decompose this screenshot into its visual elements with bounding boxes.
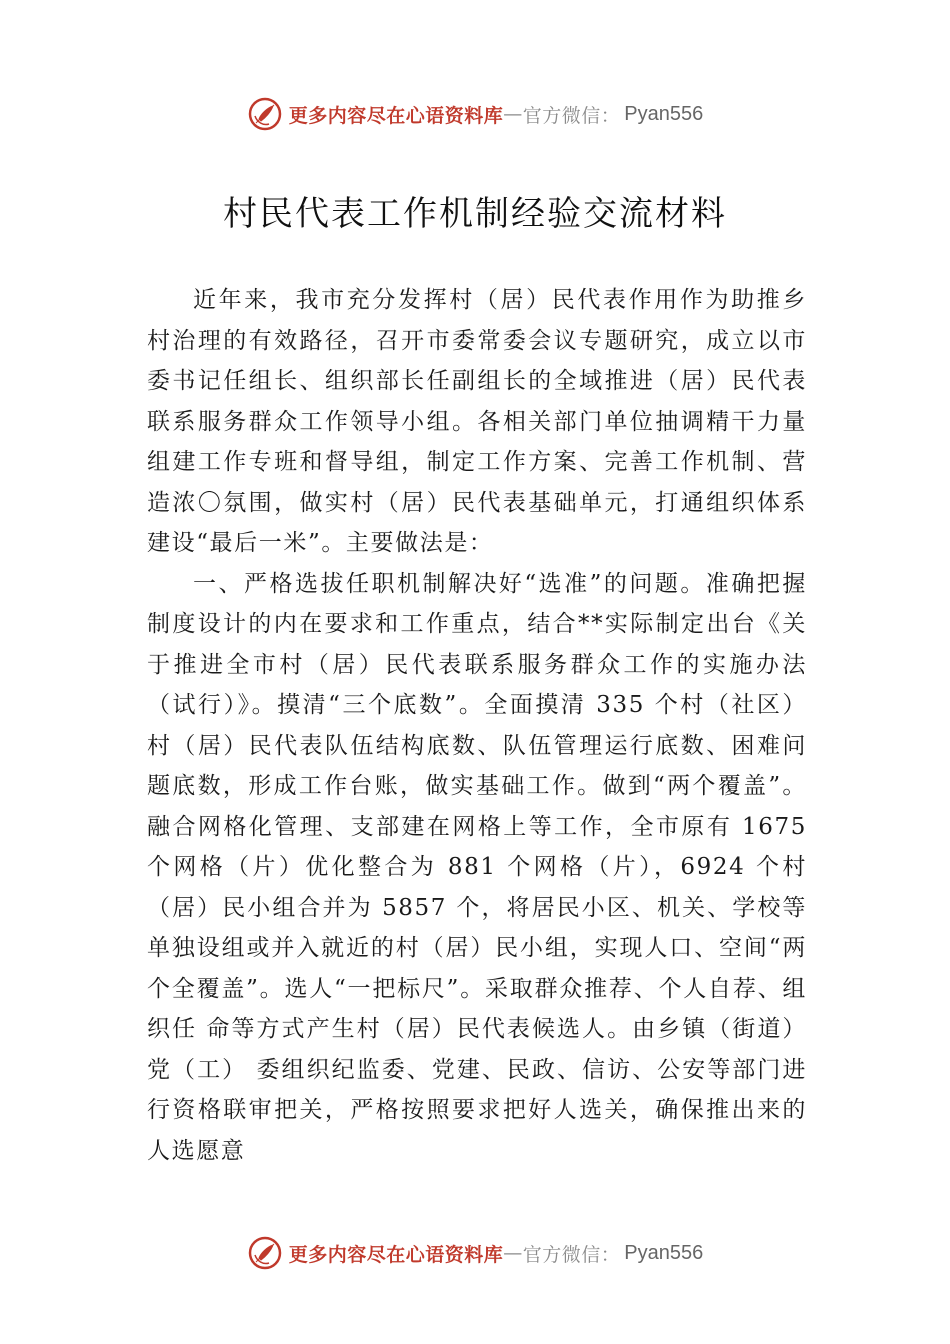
banner-brand-text: 更多内容尽在心语资料库	[288, 104, 504, 127]
document-title: 村民代表工作机制经验交流材料	[223, 194, 727, 234]
quill-logo-icon	[247, 1235, 283, 1271]
document-body	[147, 280, 807, 1171]
paragraph-intro: 近年来，我市充分发挥村（居）民代表作用作为助推乡村治理的有效路径，召开市委常委会议专题研究，成立以市委书记任组长、组织部长任副组长的全域推进（居）民代表联系服务群众工作领导小组。各相关部门单位抽调精干力量组建工作专班和督导组，制定工作方案、完善工作机制、营造浓〇氛围，做实村（居）民代表基础单元，打通组织体系建设“最后一米”。主要做法是：	[147, 287, 807, 556]
banner-handle: Pyan556	[624, 102, 704, 125]
footer-dash: —	[503, 1242, 523, 1264]
paragraph-section-one: 一、严格选拔任职机制解决好“选准”的问题。准确把握制度设计的内在要求和工作重点，结合**实际制定出台《关于推进全市村（居）民代表联系服务群众工作的实施办法（试行）》。摸清“三个底数”。全面摸清 335 个村（社区） 村（居）民代表队伍结构底数、队伍管理运行底数、困难问 题底数，形成工作台账，做实基础工作。做到“两个覆盖”。融合网格化管理、支部建在网格上等工作，全市原有 1675 个网格（片）优化整合为 881 个网格（片），6924 个村（居）民小组合并为 5857 个，将居民小区、机关、学校等单独设组或并入就近的村（居）民小组，实现人口、空间“两个全覆盖”。选人“一把标尺”。采取群众推荐、个人自荐、组织任 命等方式产生村（居）民代表候选人。由乡镇（街道）党（工） 委组织纪监委、党建、民政、信访、公安等部门进行资格联审把关，严格按照要求把好人选关，确保推出来的人选愿意	[147, 570, 807, 1164]
quill-logo-icon	[247, 96, 283, 132]
banner-official-label: 官方微信：	[522, 104, 621, 127]
banner-dash: —	[503, 103, 523, 125]
header-banner	[0, 94, 950, 134]
footer-brand-text: 更多内容尽在心语资料库	[288, 1243, 504, 1266]
footer-official-label: 官方微信：	[522, 1243, 621, 1266]
footer-banner	[0, 1233, 950, 1273]
footer-handle: Pyan556	[624, 1241, 704, 1264]
